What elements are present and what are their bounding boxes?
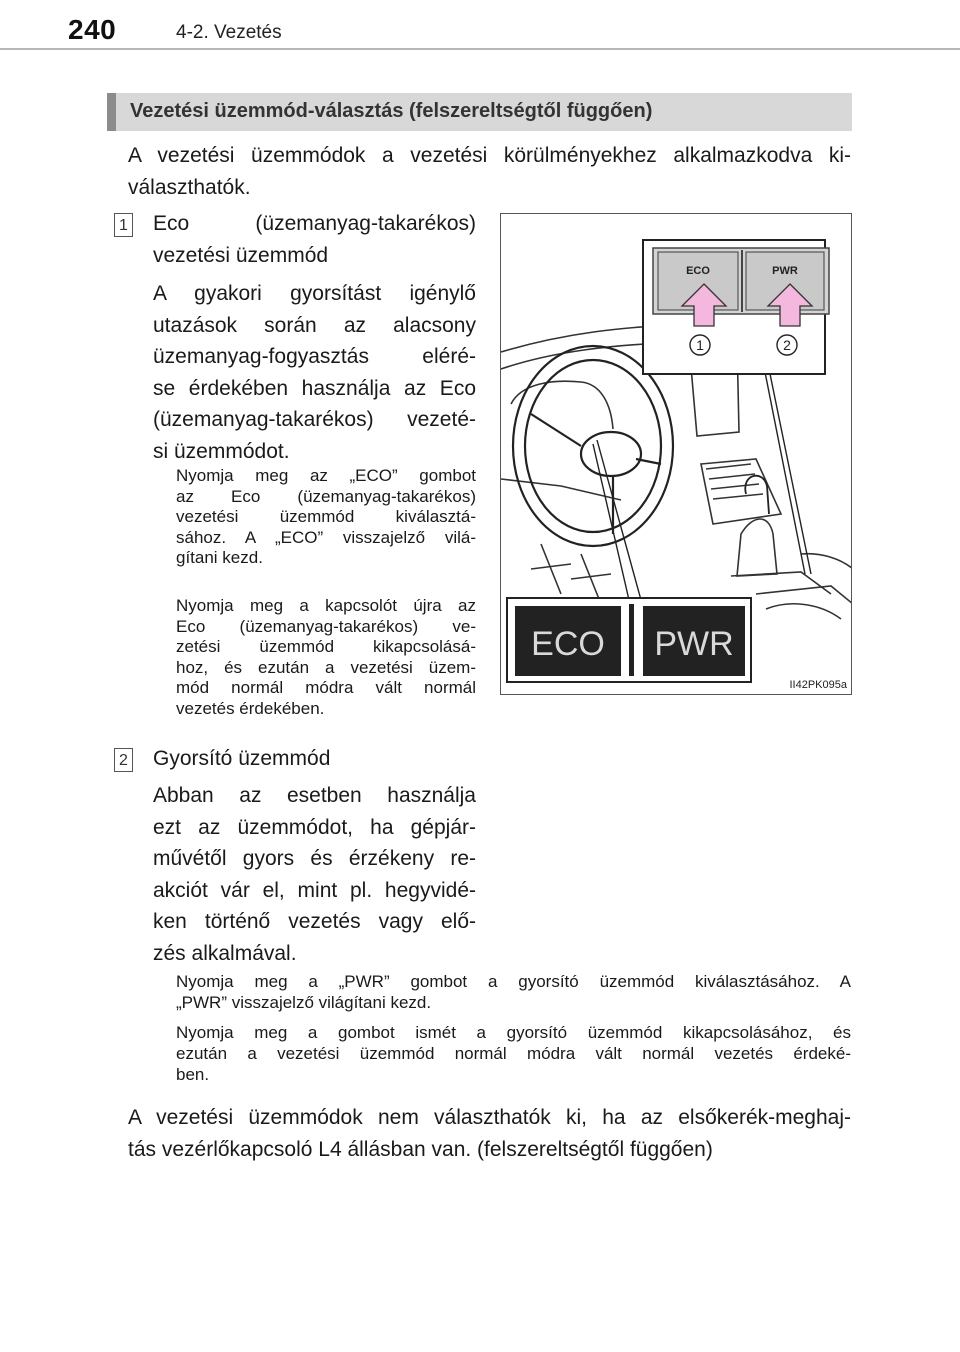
item1-desc-line: (üzemanyag-takarékos) vezeté- [153,408,476,432]
eco-switch-label: ECO [686,265,710,277]
chapter-title: 4-2. Vezetés [176,22,282,43]
pwr-switch-label: PWR [772,265,798,277]
item2-desc-line: művétől gyors és érzékeny re- [153,847,476,871]
pwr-indicator-label: PWR [654,625,734,663]
item1-note2-line: mód normál módra vált normál [176,678,476,698]
item1-note2-line: vezetés érdekében. [176,698,325,718]
item2-desc-line: ezt az üzemmódot, ha gépjár- [153,815,476,839]
callout-number-1: 1 [696,337,704,353]
header-divider [0,48,960,50]
item2-desc-line: akciót vár el, mint pl. hegyvidé- [153,878,476,902]
item1-title-line1: Eco (üzemanyag-takarékos) [153,212,476,235]
item1-note1-line: sához. A „ECO” visszajelző vilá- [176,527,476,547]
item1-note1-line: vezetési üzemmód kiválasztá- [176,507,476,527]
closing-line: tás vezérlőkapcsoló L4 állásban van. (felszereltségtől függően) [128,1138,713,1161]
item2-note2-line: ben. [176,1065,210,1084]
item-badge-1: 1 [114,213,133,237]
section-title: Vezetési üzemmód-választás (felszereltségtől függően) [130,100,653,122]
indicator-divider [629,604,634,676]
page-number: 240 [68,14,117,45]
item2-note1 [176,971,851,1013]
item1-description [153,278,476,468]
item1-note2-line: zetési üzemmód kikapcsolásá- [176,637,476,657]
item2-desc-line: zés alkalmával. [153,941,297,965]
item2-note1-line: Nyomja meg a „PWR” gombot a gyorsító üzemmód kiválasztásához. A [176,972,851,991]
item2-note2 [176,1022,851,1085]
section-title-bar [107,93,852,131]
item1-desc-line: utazások során az alacsony [153,313,476,337]
figure-code: II42PK095a [789,679,847,691]
item-badge-2: 2 [114,748,133,772]
item1-desc-line: A gyakori gyorsítást igénylő [153,282,476,305]
closing-paragraph [128,1102,851,1166]
item1-note1-line: gítani kezd. [176,548,263,568]
item1-desc-line: se érdekében használja az Eco [153,376,476,400]
callout-lines [593,362,811,600]
item1-desc-line: üzemanyag-fogyasztás eléré- [153,345,476,369]
drive-mode-illustration [500,213,852,695]
item2-title: Gyorsító üzemmód [153,747,331,770]
item1-note2-line: Eco (üzemanyag-takarékos) ve- [176,616,476,636]
item2-desc-line: ken történő vezetés vagy elő- [153,910,476,934]
item1-note1-line: az Eco (üzemanyag-takarékos) [176,486,476,506]
item2-description [153,780,476,970]
item1-title-line2: vezetési üzemmód [153,244,329,267]
eco-indicator-label: ECO [531,625,605,663]
item1-note2 [176,595,476,719]
page-header [40,14,920,50]
item2-note2-line: ezután a vezetési üzemmód normál módra vált normál vezetés érdeké- [176,1044,851,1063]
item2-note1-line: „PWR” visszajelző világítani kezd. [176,993,432,1012]
callout-number-2: 2 [783,337,791,353]
closing-line: A vezetési üzemmódok nem választhatók ki, ha az elsőkerék-meghaj- [128,1106,851,1129]
item1-note2-line: Nyomja meg a kapcsolót újra az [176,596,476,615]
item2-desc-line: Abban az esetben használja [153,784,476,807]
item2-note2-line: Nyomja meg a gombot ismét a gyorsító üzemmód kikapcsolásához, és [176,1023,851,1042]
item1-note1 [176,465,476,568]
intro-paragraph: A vezetési üzemmódok a vezetési körülményekhez alkalmazkodva ki-választhatók. [128,144,851,199]
item1-note2-line: hoz, és ezután a vezetési üzem- [176,657,476,677]
illustration-svg [501,214,852,695]
item1-note1-line: Nyomja meg az „ECO” gombot [176,466,476,485]
item1-desc-line: si üzemmódot. [153,439,290,463]
